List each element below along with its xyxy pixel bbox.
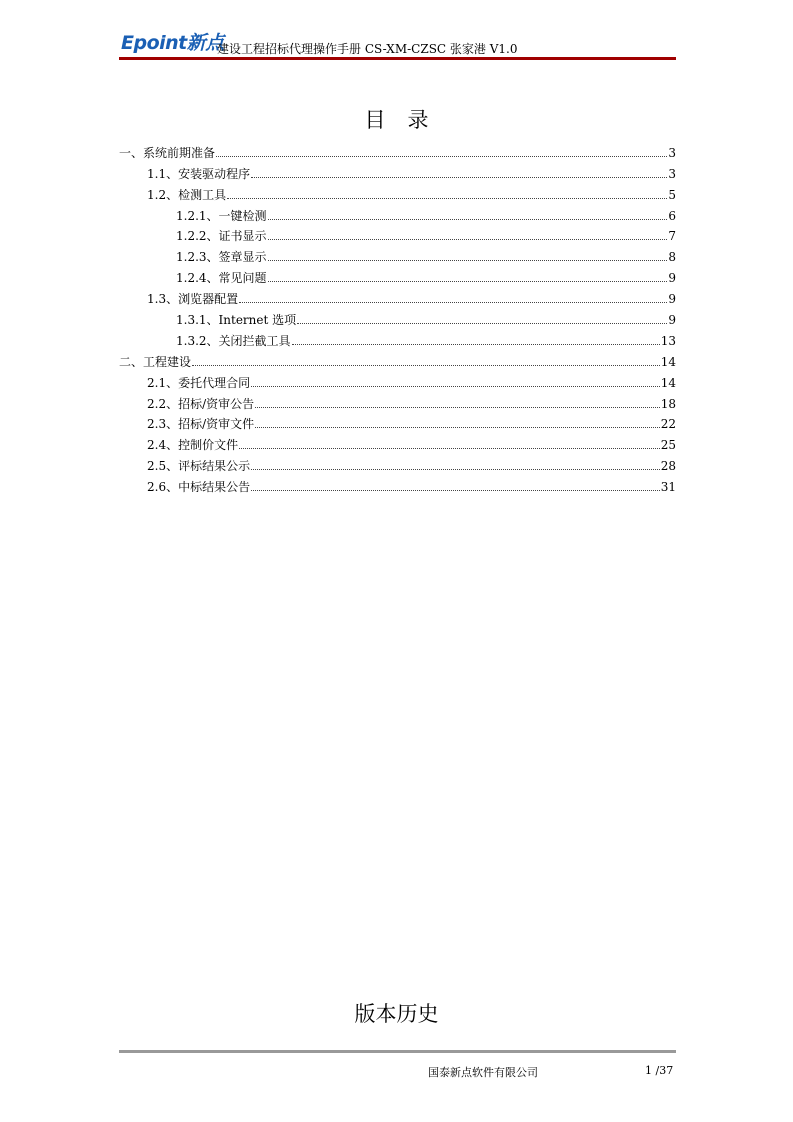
- toc-leader-dots: [251, 490, 660, 491]
- toc-entry[interactable]: [119, 310, 676, 331]
- toc-entry-label: 2.1、委托代理合同: [147, 375, 251, 390]
- page-number: 1 /37: [645, 1064, 674, 1077]
- toc-leader-dots: [297, 323, 667, 324]
- toc-entry[interactable]: [119, 352, 676, 373]
- toc-entry-label: 2.2、招标/资审公告: [147, 396, 255, 411]
- toc-entry[interactable]: [119, 373, 676, 394]
- toc-leader-dots: [239, 302, 667, 303]
- toc-entry[interactable]: [119, 268, 676, 289]
- toc-leader-dots: [255, 407, 660, 408]
- toc-entry-label: 2.5、评标结果公示: [147, 459, 251, 474]
- toc-entry[interactable]: [119, 227, 676, 248]
- toc-entry[interactable]: [119, 164, 676, 185]
- toc-entry-label: 二、工程建设: [119, 354, 192, 369]
- toc-entry-page: 14: [660, 375, 676, 390]
- toc-title: 目录: [364, 108, 451, 132]
- toc-entry[interactable]: [119, 289, 676, 310]
- header-title: 建设工程招标代理操作手册 CS-XM-CZSC 张家港 V1.0: [217, 42, 518, 56]
- footer-company: 国泰新点软件有限公司: [428, 1066, 538, 1079]
- toc-entry-label: 2.6、中标结果公告: [147, 480, 251, 495]
- toc-entry-page: 3: [668, 166, 676, 181]
- toc-entry-page: 18: [660, 396, 676, 411]
- toc-leader-dots: [268, 260, 668, 261]
- toc-entry-page: 9: [668, 271, 676, 286]
- epoint-logo: Epoint新点: [121, 32, 224, 54]
- toc-entry-label: 1.3.1、Internet 选项: [176, 313, 297, 328]
- toc-entry-label: 1.3.2、关闭拦截工具: [176, 333, 291, 348]
- toc-entry-page: 7: [668, 229, 676, 244]
- toc-leader-dots: [239, 448, 660, 449]
- toc-entry-label: 1.2.4、常见问题: [176, 271, 267, 286]
- toc-entry[interactable]: [119, 185, 676, 206]
- version-history-title: 版本历史: [354, 1002, 439, 1026]
- toc-leader-dots: [251, 386, 660, 387]
- toc-entry-page: 13: [660, 333, 676, 348]
- toc-entry-page: 14: [660, 354, 676, 369]
- toc-entry[interactable]: [119, 247, 676, 268]
- toc-entry[interactable]: [119, 477, 676, 498]
- toc-entry-page: 6: [668, 208, 676, 223]
- toc-entry-label: 1.1、安装驱动程序: [147, 166, 251, 181]
- toc-entry-label: 1.2.3、签章显示: [176, 250, 267, 265]
- toc-leader-dots: [268, 281, 668, 282]
- toc-leader-dots: [268, 219, 668, 220]
- toc-entry[interactable]: [119, 206, 676, 227]
- toc-entry-page: 9: [668, 313, 676, 328]
- toc-entry-page: 28: [660, 459, 676, 474]
- footer-divider: [119, 1050, 676, 1053]
- toc-leader-dots: [268, 239, 668, 240]
- toc-entry[interactable]: [119, 456, 676, 477]
- header-divider: [119, 57, 676, 60]
- toc-leader-dots: [292, 344, 660, 345]
- toc-entry-label: 1.2.1、一键检测: [176, 208, 267, 223]
- table-of-contents: [119, 143, 676, 498]
- toc-entry-label: 1.2、检测工具: [147, 187, 227, 202]
- toc-entry[interactable]: [119, 331, 676, 352]
- toc-entry-page: 25: [660, 438, 676, 453]
- toc-entry[interactable]: [119, 143, 676, 164]
- toc-leader-dots: [251, 177, 667, 178]
- toc-leader-dots: [192, 365, 660, 366]
- toc-entry-label: 1.2.2、证书显示: [176, 229, 267, 244]
- toc-entry-label: 一、系统前期准备: [119, 145, 216, 160]
- toc-entry-label: 2.4、控制价文件: [147, 438, 239, 453]
- toc-entry-label: 1.3、浏览器配置: [147, 292, 239, 307]
- toc-entry-label: 2.3、招标/资审文件: [147, 417, 255, 432]
- toc-leader-dots: [251, 469, 660, 470]
- toc-entry-page: 3: [668, 145, 676, 160]
- toc-entry[interactable]: [119, 435, 676, 456]
- toc-leader-dots: [216, 156, 667, 157]
- toc-leader-dots: [227, 198, 667, 199]
- toc-entry-page: 5: [668, 187, 676, 202]
- toc-entry-page: 22: [660, 417, 676, 432]
- toc-leader-dots: [255, 427, 660, 428]
- toc-entry-page: 9: [668, 292, 676, 307]
- toc-entry-page: 8: [668, 250, 676, 265]
- toc-entry[interactable]: [119, 394, 676, 415]
- toc-entry[interactable]: [119, 415, 676, 436]
- toc-entry-page: 31: [660, 480, 676, 495]
